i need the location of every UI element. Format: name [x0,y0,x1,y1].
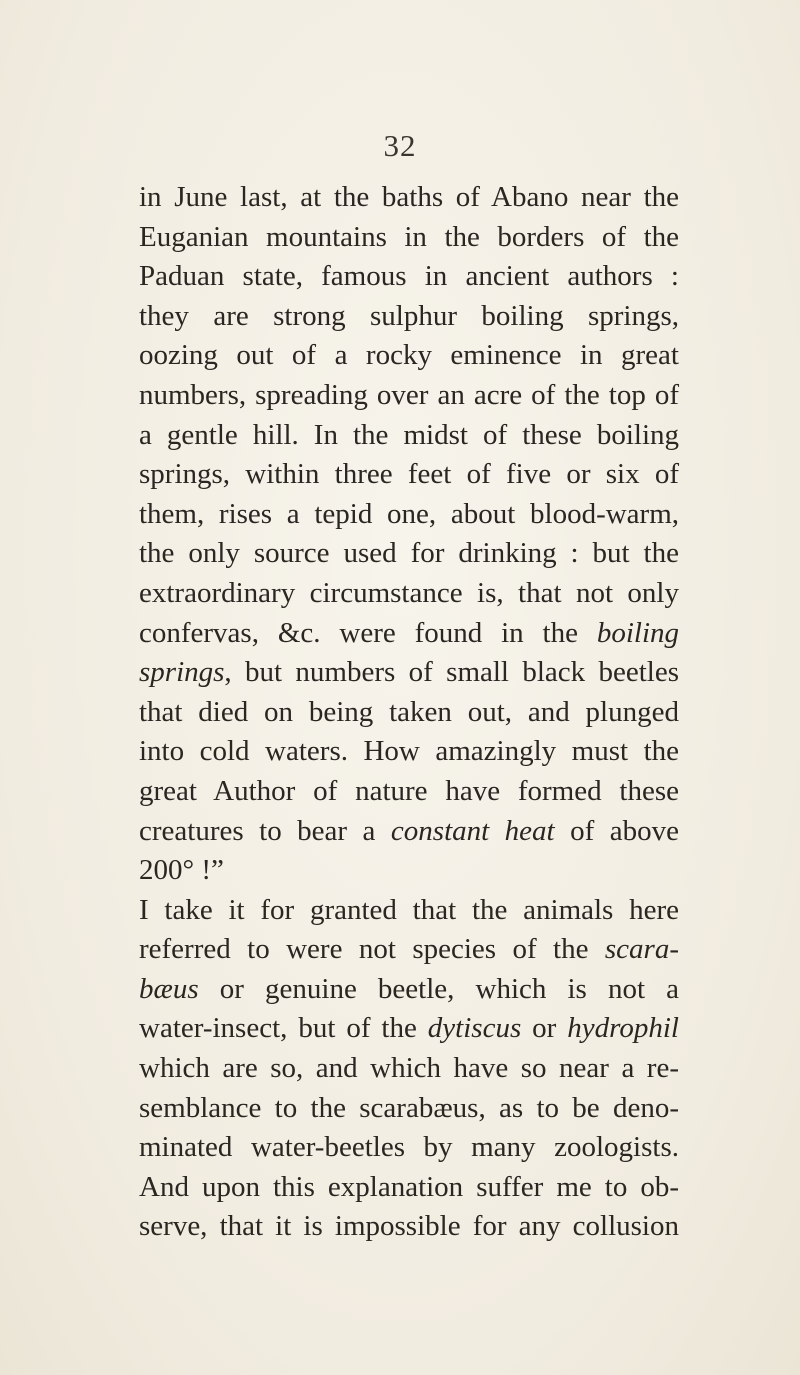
text-line: semblance to the scarabæus, as to be deno- [139,1091,679,1124]
text-line: that died on being taken out, and plunged [139,695,679,728]
text-line: numbers, spreading over an acre of the top of [139,378,679,411]
italic-text: boiling [596,616,679,649]
text-line: I take it for granted that the animals here [139,893,680,926]
text-line: extraordinary circumstance is, that not only [139,576,679,609]
text-line: the only source used for drinking : but the [139,537,679,570]
text-line: minated water-beetles by many zoologists. [139,1131,679,1164]
text-line [139,970,679,1010]
text-segment: springs, but numbers of small black beetles [139,656,679,689]
text-line: into cold waters. How amazingly must the [139,735,679,768]
body-text [139,178,679,1247]
text-line [139,614,679,654]
text-line: which are so, and which have so near a re- [139,1052,679,1085]
italic-text: dytiscus [427,1012,522,1045]
text-line: they are strong sulphur boiling springs, [139,299,679,332]
text-line: great Author of nature have formed these [139,774,679,807]
text-line: them, rises a tepid one, about blood-warm, [139,497,679,530]
text-segment: water-insect, but of the dytiscus or hydrophil [139,1012,679,1045]
italic-text: constant heat [390,814,555,847]
text-line [139,1009,679,1049]
text-line [139,812,679,852]
italic-text: bæus [139,972,199,1005]
text-line [139,930,679,970]
text-line: Euganian mountains in the borders of the [139,220,679,253]
text-line [139,653,679,693]
italic-text: scara- [604,933,679,966]
text-line: oozing out of a rocky eminence in great [139,339,679,372]
page-number: 32 [383,128,417,163]
text-line: Paduan state, famous in ancient authors : [139,260,679,293]
text-line: 200° !” [139,854,224,887]
text-line: a gentle hill. In the midst of these boiling [139,418,679,451]
text-segment: confervas, &c. were found in the boiling [139,616,679,649]
text-segment: creatures to bear a constant heat of above [139,814,679,847]
italic-text: springs [139,656,225,689]
text-line: And upon this explanation suffer me to ob- [139,1170,679,1203]
italic-text: hydrophil [567,1012,679,1045]
text-segment: referred to were not species of the scara- [139,933,679,966]
text-segment: bæus or genuine beetle, which is not a [139,972,679,1005]
text-line: springs, within three feet of five or six of [139,458,679,491]
text-line: serve, that it is impossible for any collusion [139,1210,679,1243]
text-line: in June last, at the baths of Abano near the [139,181,679,213]
